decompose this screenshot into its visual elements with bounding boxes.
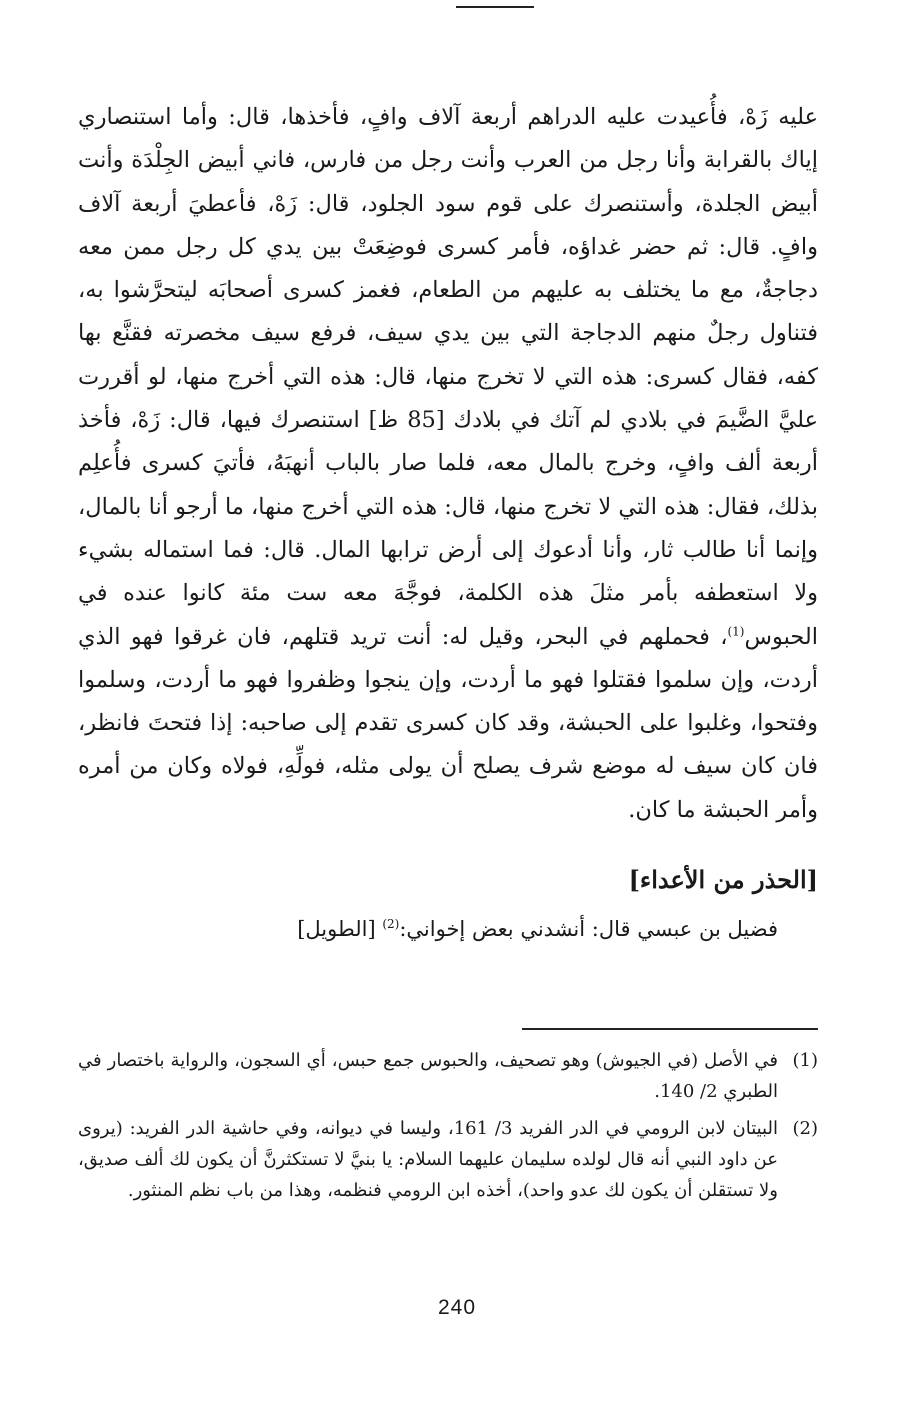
- body-text-part-2: ، فحملهم في البحر، وقيل له: أنت تريد قتلهم، فان غرقوا فهو الذي أردت، وإن سلموا فقتلوا فهو ما أردت، وإن ينجوا وظفروا فهو ما أردت، وسلموا وفتحوا، وغلبوا على الحبشة، وقد كان كسرى تقدم إلى صاحبه: إذا فتحتَ فانظر، فان كان سيف له موضع شرف يصلح أن يولى مثله، فولِّهِ، فولاه وكان من أمره وأمر الحبشة ما كان.: [78, 623, 818, 823]
- poem-intro-text: فضيل بن عبسي قال: أنشدني بعض إخواني:: [399, 917, 778, 942]
- page-body: [78, 96, 818, 950]
- footnote-text: البيتان لابن الرومي في الدر الفريد 3/ 161، وليسا في ديوانه، وفي حاشية الدر الفريد: (يروى عن داود النبي أنه قال لولده سليمان عليهما السلام: يا بنيَّ لا تستكثرنَّ أن يكون لك ألف صديق، ولا تستقلن أن يكون لك عدو واحد)، أخذه ابن الرومي فنظمه، وهذا من باب نظم المنثور.: [78, 1118, 778, 1201]
- footnote-separator: [522, 1028, 818, 1030]
- footnotes: [78, 1045, 818, 1212]
- page-number: 240: [437, 1296, 477, 1319]
- body-text-part-1: عليه زَهْ، فأُعيدت عليه الدراهم أربعة آلاف وافٍ، فأخذها، قال: وأما استنصاري إياك بالقرابة وأنا رجل من العرب وأنت رجل من فارس، فاني أبيض الجِلْدَة وأنت أبيض الجلدة، وأستنصرك على قوم سود الجلود، قال: زَهْ، فأعطيَ أربعة آلاف وافٍ. قال: ثم حضر غداؤه، فأمر كسرى فوضِعَتْ بين يدي كل رجل ممن معه دجاجةٌ، مع ما يختلف به عليهم من الطعام، فغمز كسرى أصحابَه ليتحرَّشوا به، فتناول رجلٌ منهم الدجاجة التي بين يدي سيف، فرفع سيف مخصرته فقنَّع بها كفه، فقال كسرى: هذه التي لا تخرج منها، قال: هذه التي أخرج منها، لو أقررت عليَّ الضَّيمَ في بلادي لم آتك في بلادك [85 ظ] استنصرك فيها، قال: زَهْ، فأخذ أربعة ألف وافٍ، وخرج بالمال معه، فلما صار بالباب أنهبَهُ، فأتيَ كسرى فأُعلِم بذلك، فقال: هذه التي لا تخرج منها، قال: هذه التي أخرج منها، ما أرجو أنا بالمال، وإنما أنا طالب ثار، وأنا أدعوك إلى أرض ترابها المال. قال: فما استماله بشيء ولا استعطفه بأمر مثلَ هذه الكلمة، فوجَّهَ معه ست مئة كانوا عنده في الحبوس: [78, 104, 818, 650]
- poem-intro: [78, 908, 778, 950]
- footnote-1: [78, 1045, 818, 1107]
- footnote-number: (1): [792, 1050, 818, 1071]
- footnote-number: (2): [792, 1118, 818, 1139]
- poem-meter: [الطويل]: [297, 917, 383, 942]
- header-rule: [456, 6, 534, 8]
- footnote-text: في الأصل (في الجيوش) وهو تصحيف، والحبوس جمع حبس، أي السجون، والرواية باختصار في الطبري 2/ 140.: [78, 1050, 778, 1102]
- footnote-ref-2[interactable]: (2): [382, 917, 400, 932]
- footnote-ref-1[interactable]: (1): [727, 624, 745, 639]
- body-paragraph: [78, 96, 818, 832]
- section-heading: [الحذر من الأعداء]: [628, 865, 818, 895]
- footnote-2: [78, 1113, 818, 1206]
